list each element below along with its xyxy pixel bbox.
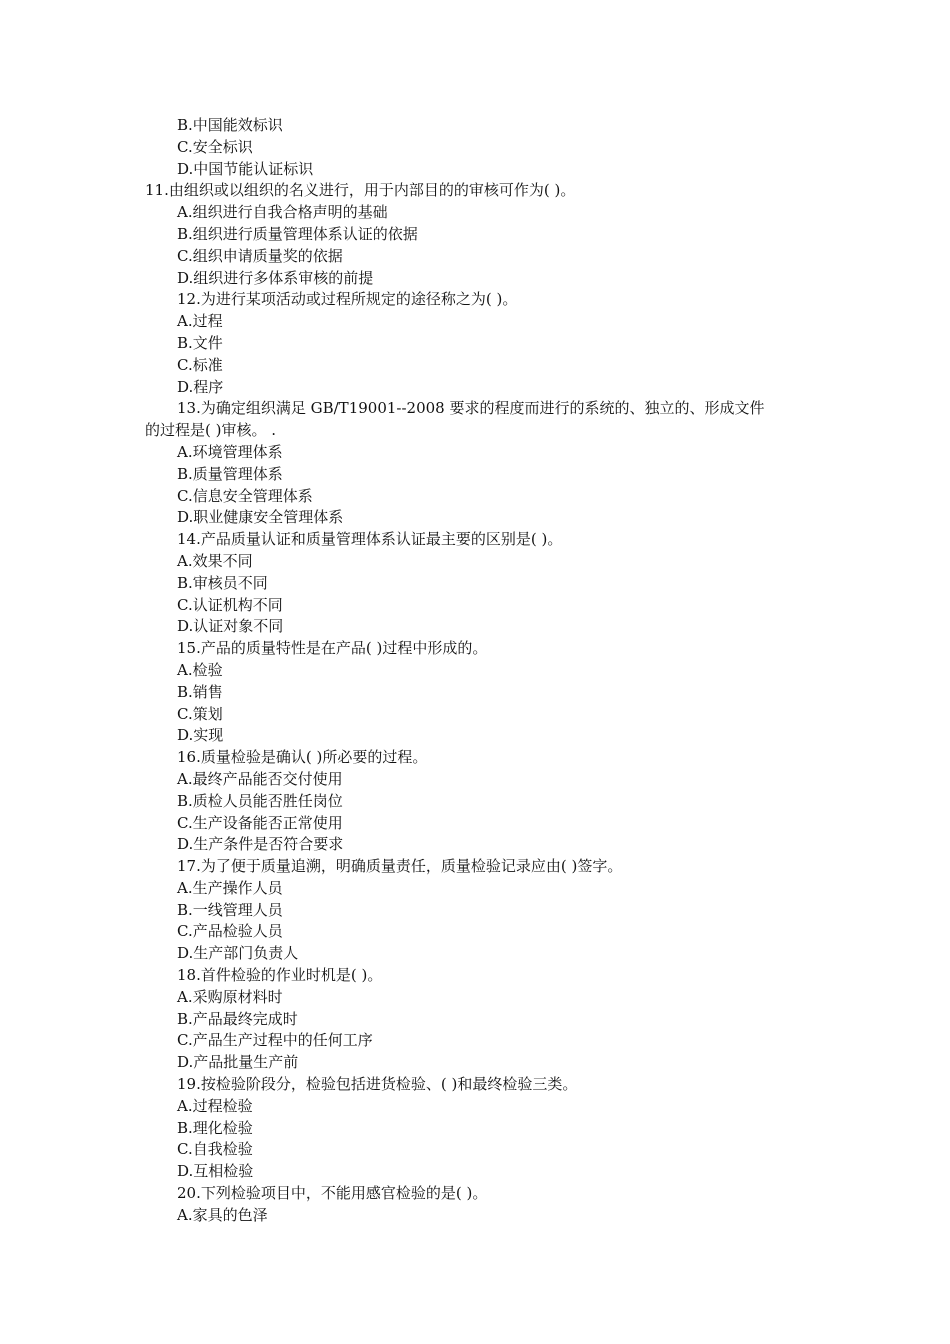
text-line: A.采购原材料时: [177, 987, 283, 1006]
text-line: C.策划: [177, 704, 223, 723]
text-line: 12.为进行某项活动或过程所规定的途径称之为( )。: [177, 290, 518, 309]
text-line: 14.产品质量认证和质量管理体系认证最主要的区别是( )。: [177, 530, 563, 549]
text-line: A.环境管理体系: [177, 442, 283, 461]
text-line: B.组织进行质量管理体系认证的依据: [177, 224, 418, 243]
text-line: B.中国能效标识: [177, 116, 283, 134]
text-line: D.生产部门负责人: [177, 944, 299, 963]
text-line: C.组织申请质量奖的依据: [177, 246, 343, 265]
text-line: B.一线管理人员: [177, 900, 283, 919]
text-line: D.互相检验: [177, 1162, 254, 1181]
text-line: D.中国节能认证标识: [177, 159, 314, 178]
text-line: B.质量管理体系: [177, 464, 283, 483]
text-line: 的过程是( )审核。 .: [145, 421, 277, 440]
text-line: D.实现: [177, 726, 224, 745]
text-line: C.安全标识: [177, 137, 253, 156]
text-line: B.销售: [177, 682, 223, 701]
text-line: 13.为确定组织满足 GB/T19001--2008 要求的程度而进行的系统的、独立的、形成文件: [177, 399, 765, 418]
question-text-block: [0, 115, 950, 1227]
text-line: D.职业健康安全管理体系: [177, 508, 344, 527]
text-line: B.文件: [177, 333, 223, 352]
text-line: 20.下列检验项目中，不能用感官检验的是( )。: [177, 1184, 488, 1203]
text-line: A.检验: [177, 660, 223, 679]
text-line: C.标准: [177, 355, 223, 374]
text-line: C.信息安全管理体系: [177, 486, 313, 505]
text-line: C.生产设备能否正常使用: [177, 813, 343, 832]
text-line: B.质检人员能否胜任岗位: [177, 791, 343, 810]
text-line: A.生产操作人员: [177, 878, 283, 897]
text-line: C.自我检验: [177, 1140, 253, 1159]
text-line: C.产品生产过程中的任何工序: [177, 1031, 373, 1050]
text-line: 18.首件检验的作业时机是( )。: [177, 966, 383, 985]
text-line: A.过程: [177, 312, 223, 331]
text-line: B.理化检验: [177, 1118, 253, 1137]
text-line: C.认证机构不同: [177, 595, 283, 614]
text-line: D.组织进行多体系审核的前提: [177, 268, 374, 287]
text-line: 11.由组织或以组织的名义进行，用于内部目的的审核可作为( )。: [145, 181, 576, 200]
text-line: 15.产品的质量特性是在产品( )过程中形成的。: [177, 639, 488, 658]
text-line: D.认证对象不同: [177, 617, 284, 636]
text-line: A.效果不同: [177, 551, 253, 570]
text-line: 17.为了便于质量追溯，明确质量责任，质量检验记录应由( )签字。: [177, 857, 623, 876]
text-line: D.程序: [177, 377, 224, 396]
text-line: A.组织进行自我合格声明的基础: [177, 203, 388, 222]
text-line: A.家具的色泽: [177, 1205, 268, 1224]
text-line: B.产品最终完成时: [177, 1009, 298, 1028]
text-line: D.产品批量生产前: [177, 1053, 299, 1072]
text-line: C.产品检验人员: [177, 922, 283, 941]
text-line: 16.质量检验是确认( )所必要的过程。: [177, 748, 428, 767]
text-line: A.过程检验: [177, 1096, 253, 1115]
text-line: 19.按检验阶段分，检验包括进货检验、( )和最终检验三类。: [177, 1075, 578, 1094]
text-line: D.生产条件是否符合要求: [177, 835, 344, 854]
text-line: B.审核员不同: [177, 573, 268, 592]
text-line: A.最终产品能否交付使用: [177, 769, 343, 788]
